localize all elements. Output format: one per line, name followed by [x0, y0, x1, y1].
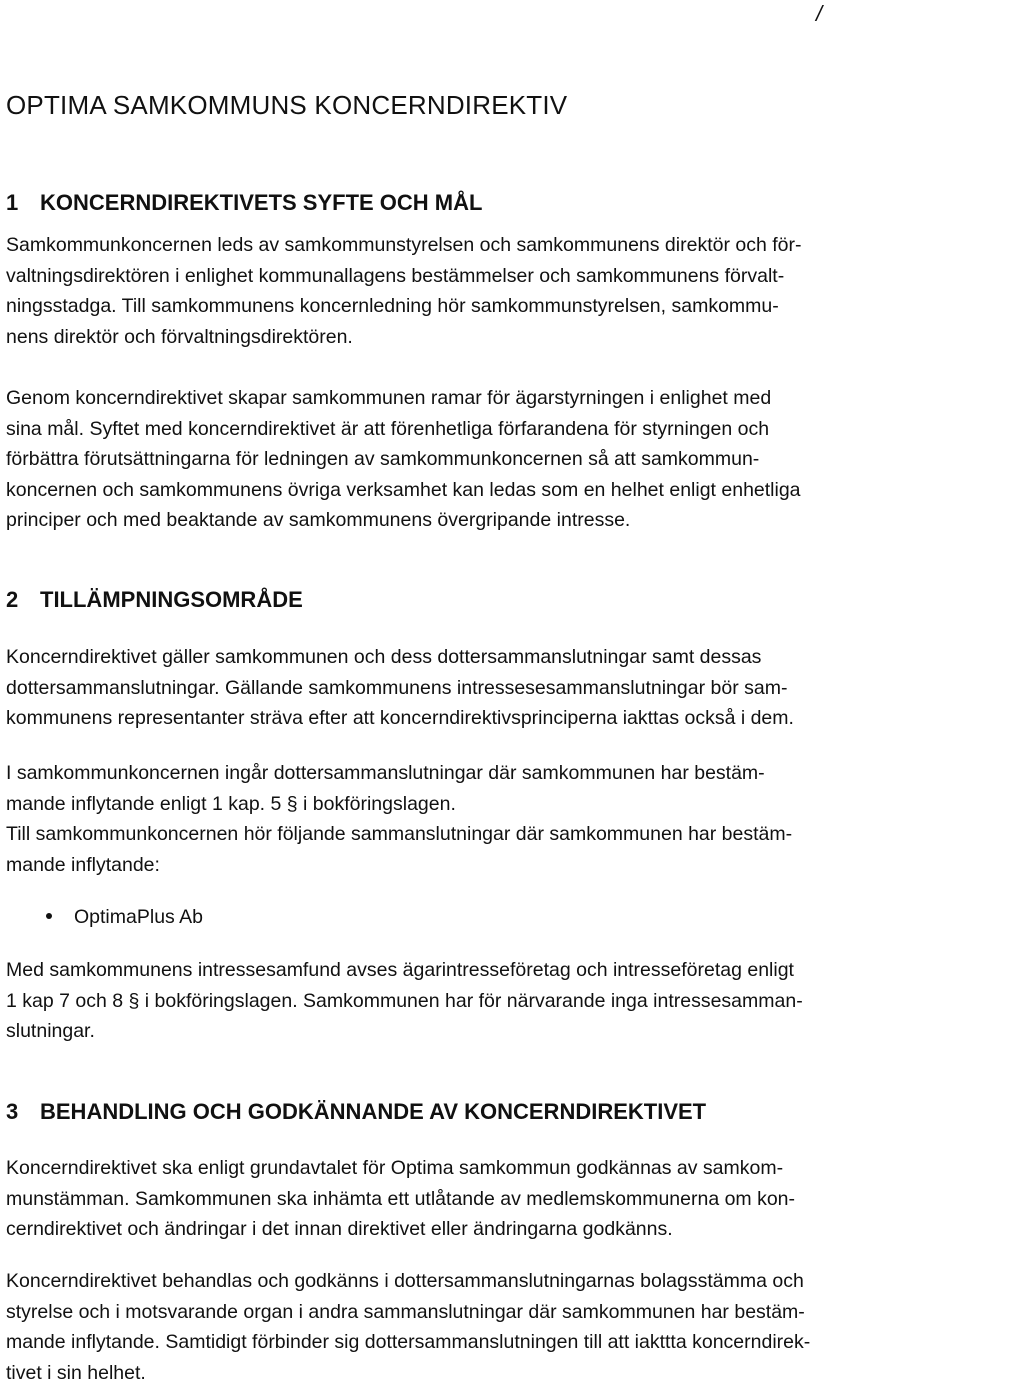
text-line: ningsstadga. Till samkommunens koncernledning hör samkommunstyrelsen, samkommu- [6, 291, 1020, 322]
section-1-number: 1 [6, 188, 40, 218]
section-2-paragraph-1 [6, 642, 1020, 734]
text-line: Koncerndirektivet gäller samkommunen och dess dottersammanslutningar samt dessas [6, 642, 1020, 673]
section-1-paragraph-2 [6, 383, 1020, 536]
text-line: Koncerndirektivet ska enligt grundavtalet för Optima samkommun godkännas av samkom- [6, 1153, 1020, 1184]
text-line: koncernen och samkommunens övriga verksamhet kan ledas som en helhet enligt enhetliga [6, 475, 1020, 506]
document-title: OPTIMA SAMKOMMUNS KONCERNDIREKTIV [6, 88, 567, 122]
text-line: valtningsdirektören i enlighet kommunallagens bestämmelser och samkommunens förvalt- [6, 261, 1020, 292]
text-line: Samkommunkoncernen leds av samkommunstyrelsen och samkommunens direktör och för- [6, 230, 1020, 261]
section-3-title: BEHANDLING OCH GODKÄNNANDE AV KONCERNDIREKTIVET [40, 1099, 706, 1124]
text-line: munstämman. Samkommunen ska inhämta ett utlåtande av medlemskommunerna om kon- [6, 1184, 1020, 1215]
text-line: cerndirektivet och ändringar i det innan direktivet eller ändringarna godkänns. [6, 1214, 1020, 1245]
text-line: tivet i sin helhet. [6, 1358, 1020, 1388]
section-3-paragraph-2 [6, 1266, 1020, 1388]
section-1-title: KONCERNDIREKTIVETS SYFTE OCH MÅL [40, 190, 482, 215]
text-line: Till samkommunkoncernen hör följande sammanslutningar där samkommunen har bestäm- [6, 819, 1020, 850]
section-3-paragraph-1 [6, 1153, 1020, 1245]
text-line: dottersammanslutningar. Gällande samkommunens intressesesammanslutningar bör sam- [6, 673, 1020, 704]
section-3-heading [6, 1097, 706, 1127]
text-line: sina mål. Syftet med koncerndirektivet är att förenhetliga förfarandena för styrningen och [6, 414, 1020, 445]
text-line: nens direktör och förvaltningsdirektören. [6, 322, 1020, 353]
section-2-number: 2 [6, 585, 40, 615]
text-line: kommunens representanter sträva efter att koncerndirektivsprinciperna iakttas också i dem. [6, 703, 1020, 734]
text-line: förbättra förutsättningarna för ledningen av samkommunkoncernen så att samkommun- [6, 444, 1020, 475]
list-item [46, 902, 203, 932]
text-line: mande inflytande. Samtidigt förbinder sig dottersammanslutningen till att iakttta koncerndirek- [6, 1327, 1020, 1358]
list-item-label: OptimaPlus Ab [74, 906, 203, 928]
text-line: 1 kap 7 och 8 § i bokföringslagen. Samkommunen har för närvarande inga intressesamman- [6, 986, 1020, 1017]
bullet-dot-icon [46, 913, 52, 919]
document-page [6, 0, 1020, 1380]
text-line: Koncerndirektivet behandlas och godkänns i dottersammanslutningarnas bolagsstämma och [6, 1266, 1020, 1297]
text-line: slutningar. [6, 1016, 1020, 1047]
section-2-heading [6, 585, 303, 615]
text-line: mande inflytande: [6, 850, 1020, 881]
section-2-closing-paragraph [6, 955, 1020, 1047]
corner-mark: / [816, 2, 822, 26]
section-2-title: TILLÄMPNINGSOMRÅDE [40, 587, 303, 612]
text-line: principer och med beaktande av samkommunens övergripande intresse. [6, 505, 1020, 536]
text-line: I samkommunkoncernen ingår dottersammanslutningar där samkommunen har bestäm- [6, 758, 1020, 789]
text-line: Genom koncerndirektivet skapar samkommunen ramar för ägarstyrningen i enlighet med [6, 383, 1020, 414]
section-1-heading [6, 188, 482, 218]
text-line: styrelse och i motsvarande organ i andra sammanslutningar där samkommunen har bestäm- [6, 1297, 1020, 1328]
text-line: Med samkommunens intressesamfund avses ägarintresseföretag och intresseföretag enligt [6, 955, 1020, 986]
section-2-paragraph-2 [6, 758, 1020, 880]
section-3-number: 3 [6, 1097, 40, 1127]
text-line: mande inflytande enligt 1 kap. 5 § i bokföringslagen. [6, 789, 1020, 820]
section-1-paragraph-1 [6, 230, 1020, 352]
